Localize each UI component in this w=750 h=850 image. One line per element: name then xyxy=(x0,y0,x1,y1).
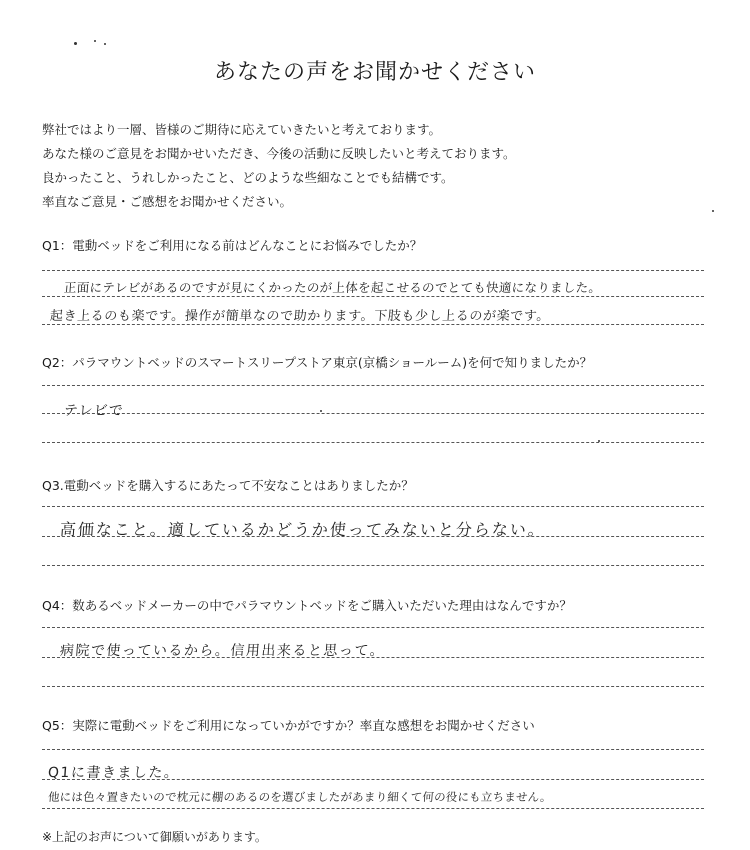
question-1: Q1：電動ベッドをご利用になる前はどんなことにお悩みでしたか？ xyxy=(42,238,423,253)
answer-line xyxy=(42,296,704,297)
intro-line: あなた様のご意見をお聞かせいただき、今後の活動に反映したいと考えております。 xyxy=(42,146,516,161)
scan-speck xyxy=(104,43,106,45)
answer-4-line-1: 病院で使っているから。信用出来ると思って。 xyxy=(59,643,386,659)
scan-speck xyxy=(94,40,96,42)
scan-speck xyxy=(320,410,322,412)
answer-5-line-1: Q1に書きました。 xyxy=(47,765,180,781)
intro-line: 良かったこと、うれしかったこと、どのような些細なことでも結構です。 xyxy=(42,170,454,185)
answer-line xyxy=(42,536,704,537)
answer-line xyxy=(42,808,704,809)
question-3: Q3.電動ベッドを購入するにあたって不安なことはありましたか？ xyxy=(42,478,414,493)
answer-line xyxy=(42,324,704,325)
scan-speck xyxy=(74,42,77,45)
answer-3-line-1: 高価なこと。適しているかどうか使ってみないと分らない。 xyxy=(59,520,547,539)
answer-line xyxy=(42,627,704,628)
footer-note: ※上記のお声について御願いがあります。 xyxy=(42,830,267,844)
intro-text xyxy=(42,118,516,214)
question-4: Q4：数あるベッドメーカーの中でパラマウントベッドをご購入いただいた理由はなんですか？ xyxy=(42,598,572,613)
answer-2-line-1: テレビで xyxy=(63,403,125,419)
question-2: Q2：パラマウントベッドのスマートスリープストア東京(京橋ショールーム)を何で知りましたか？ xyxy=(42,355,593,370)
answer-line xyxy=(42,413,704,414)
answer-line xyxy=(42,565,704,566)
question-5: Q5：実際に電動ベッドをご利用になっていかがですか？率直な感想をお聞かせください xyxy=(42,718,535,733)
answer-1-line-2: 起き上るのも楽です。操作が簡単なので助かります。下肢も少し上るのが楽です。 xyxy=(49,309,551,324)
answer-line xyxy=(42,657,704,658)
scan-speck xyxy=(712,210,714,212)
intro-line: 弊社ではより一層、皆様のご期待に応えていきたいと考えております。 xyxy=(42,122,442,137)
answer-1-line-1: 正面にテレビがあるのですが見にくかったのが上体を起こせるのでとても快適になりました。 xyxy=(63,280,602,295)
intro-line: 率直なご意見・ご感想をお聞かせください。 xyxy=(42,194,293,209)
answer-line xyxy=(42,442,704,443)
answer-5-line-2: 他には色々置きたいので枕元に棚のあるのを選びましたがあまり細くて何の役にも立ちません。 xyxy=(47,790,553,804)
answer-line xyxy=(42,779,704,780)
answer-line xyxy=(42,686,704,687)
answer-line xyxy=(42,385,704,386)
answer-line xyxy=(42,506,704,507)
page-title: あなたの声をお聞かせください xyxy=(213,60,536,85)
answer-line xyxy=(42,749,704,750)
answer-line xyxy=(42,270,704,271)
